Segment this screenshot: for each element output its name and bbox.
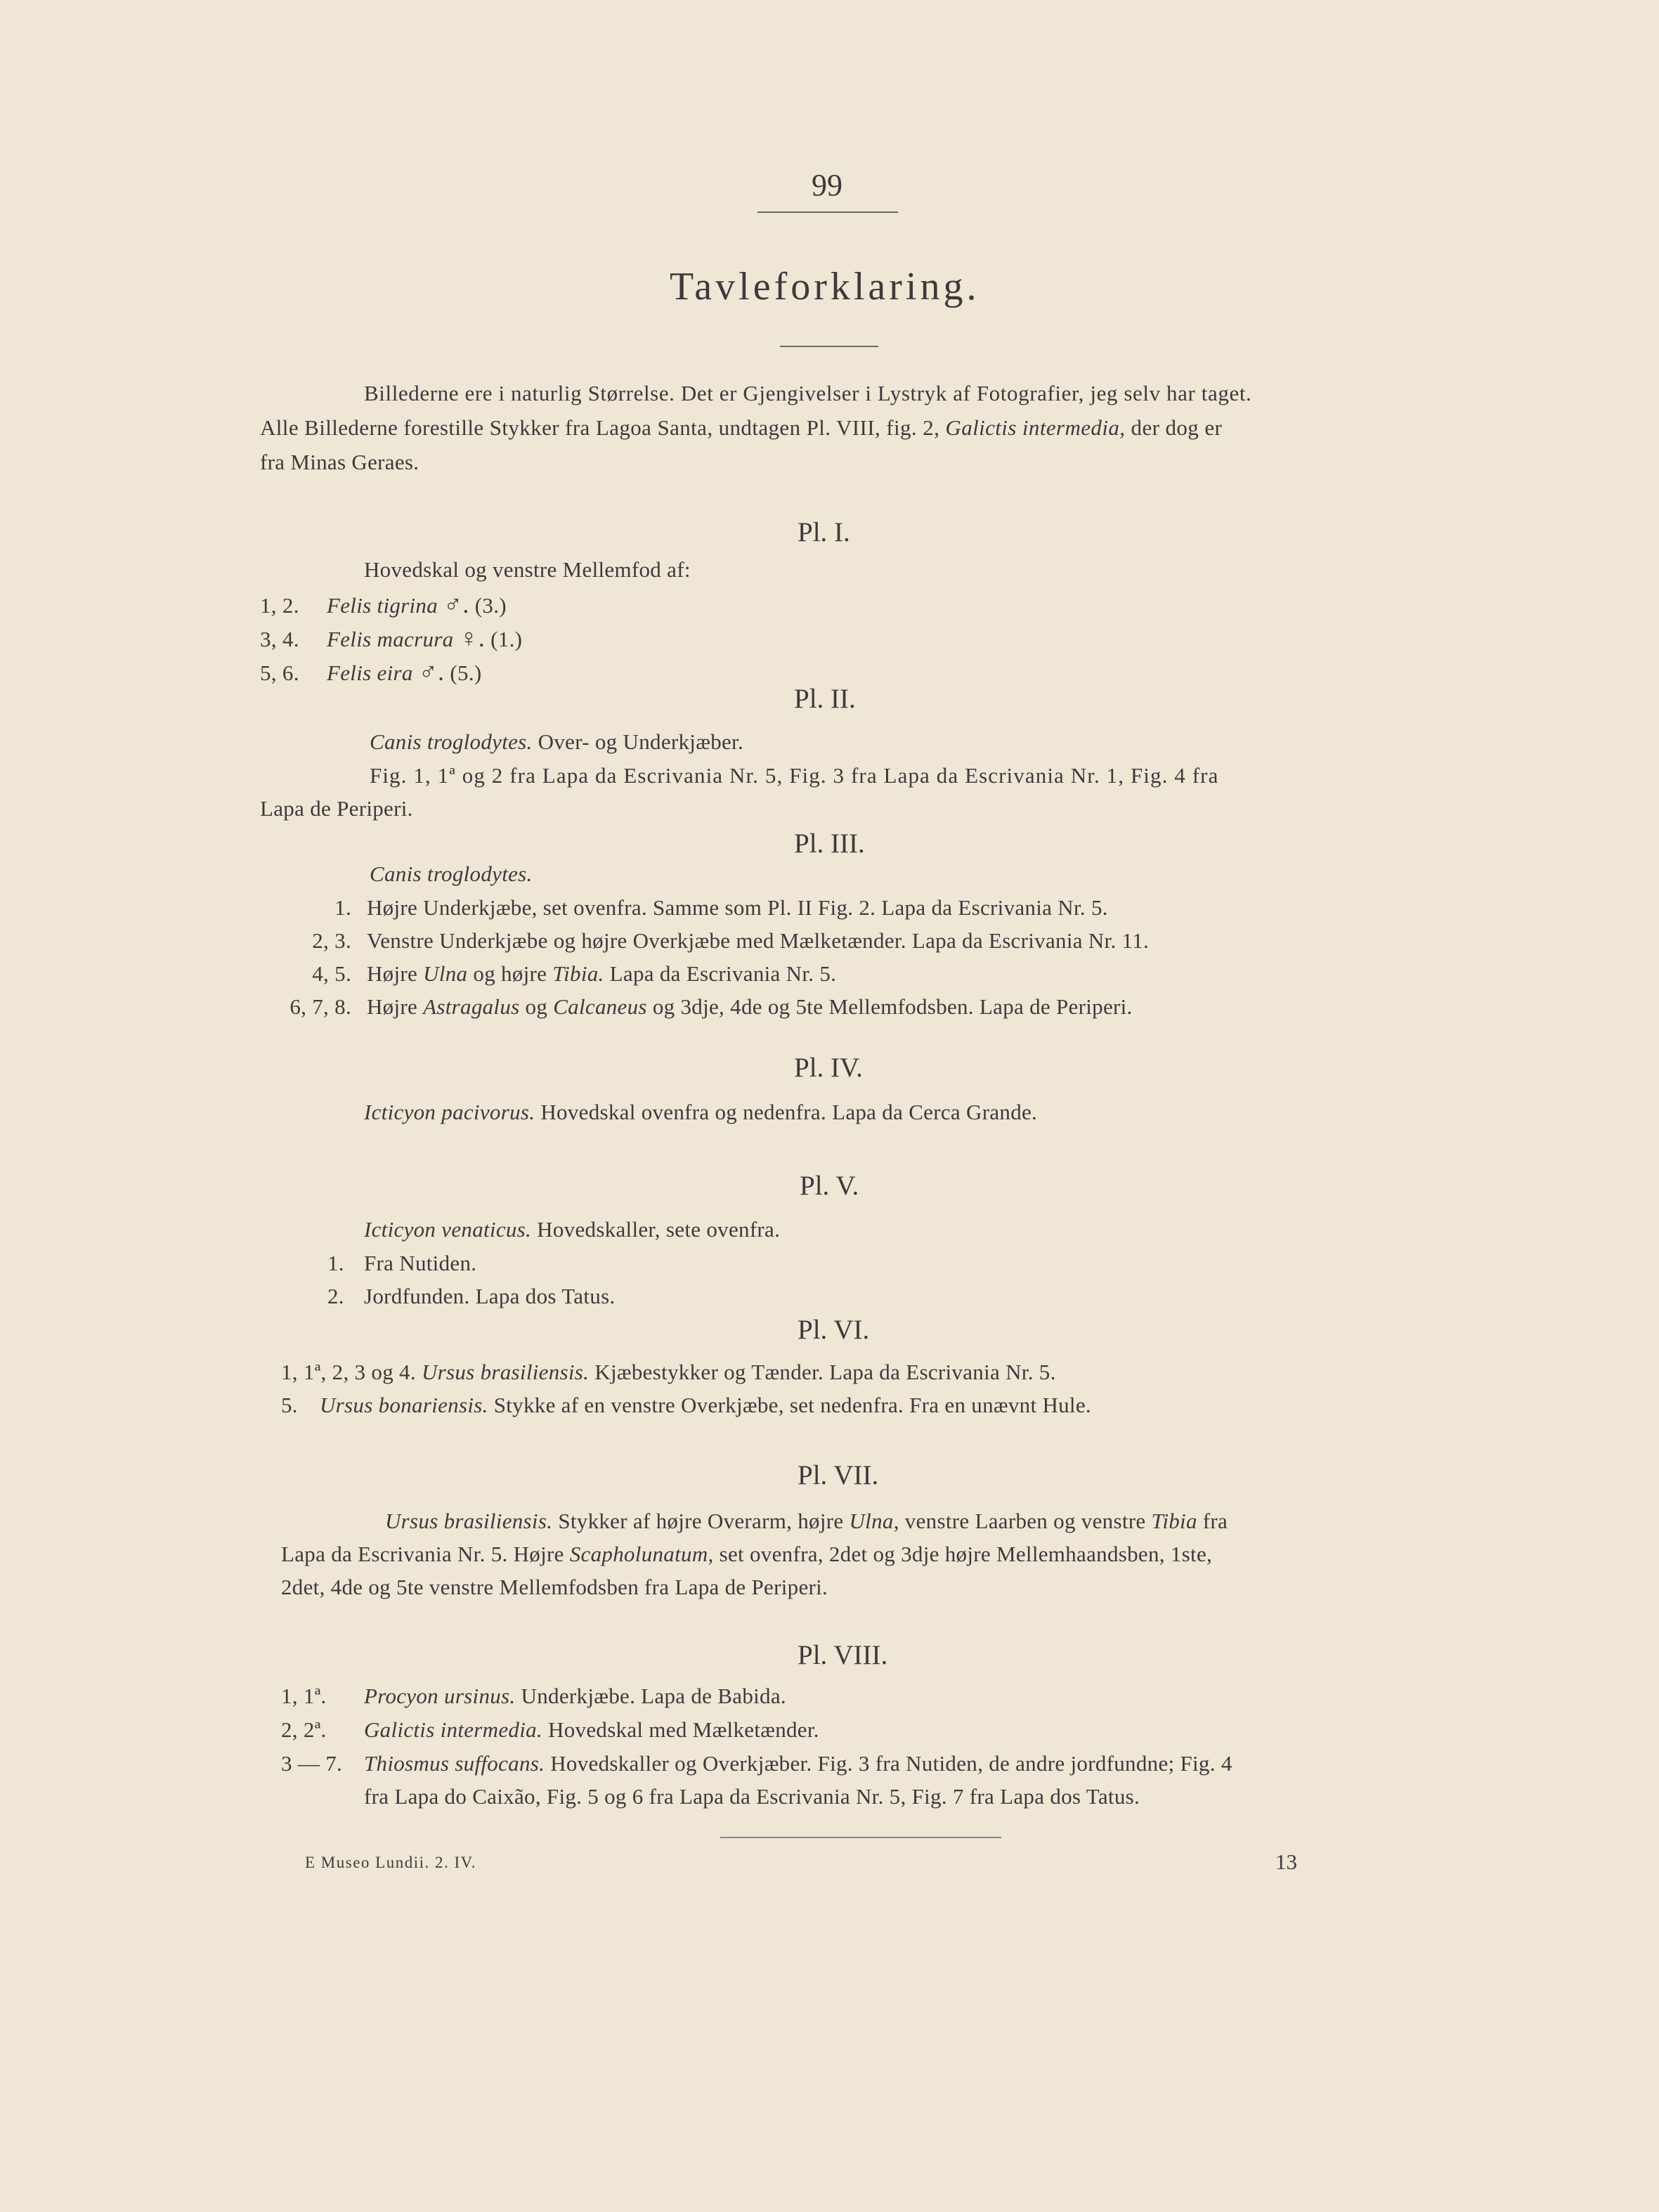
pl1-row-3 — [260, 659, 482, 684]
pl3-row-4-part-d: Calcaneus — [553, 994, 647, 1019]
male-symbol: ♂. — [418, 658, 445, 686]
pl2-desc: Over- og Underkjæber. — [538, 729, 744, 754]
pl3-row-3-part-b: Ulna — [423, 961, 468, 986]
pl4-line — [364, 1101, 1037, 1123]
pl5-row-2-num: 2. — [327, 1284, 344, 1308]
pl3-row-4-part-b: Astragalus — [423, 994, 520, 1019]
pl8-row-2-text: Hovedskal med Mælketænder. — [548, 1717, 819, 1742]
intro-line-1: Billederne ere i naturlig Størrelse. Det er Gjengivelser i Lystryk af Fotografier, jeg selv har taget. — [364, 381, 1252, 405]
pl2-line-3: Lapa de Periperi. — [260, 796, 413, 821]
pl3-row-4-part-c: og — [519, 994, 554, 1019]
female-symbol: ♀. — [459, 624, 486, 652]
pl8-row-1 — [281, 1685, 786, 1707]
pl5-row-1 — [327, 1252, 476, 1274]
pl8-row-3-num: 3 — 7. — [281, 1751, 343, 1776]
pl7-l1-a: Stykker af højre Overarm, højre — [558, 1509, 850, 1533]
pl6-row-1-species: Ursus brasiliensis. — [421, 1360, 590, 1384]
pl8-row-1-species: Procyon ursinus. — [364, 1684, 516, 1708]
male-symbol: ♂. — [443, 590, 469, 618]
pl5-species: Icticyon venaticus. — [364, 1217, 532, 1242]
pl3-row-2-num: 2, 3. — [312, 928, 351, 953]
pl5-heading: Pl. V. — [800, 1171, 859, 1201]
pl1-row-3-count: (5.) — [450, 661, 482, 685]
page-number: 99 — [812, 168, 842, 202]
pl3-row-4-part-a: Højre — [367, 994, 424, 1019]
pl3-row-3-num: 4, 5. — [312, 961, 351, 986]
pl6-row-2 — [281, 1394, 1091, 1416]
pl3-row-4-num: 6, 7, 8. — [289, 994, 351, 1019]
pl7-line-3: 2det, 4de og 5te venstre Mellemfodsben fra Lapa de Periperi. — [281, 1575, 828, 1599]
pl5-row-2 — [327, 1285, 616, 1307]
pl7-l1-i2: Tibia — [1151, 1509, 1197, 1533]
pl4-heading: Pl. IV. — [794, 1053, 863, 1083]
pl2-title-line — [370, 731, 743, 753]
pl8-row-3-species: Thiosmus suffocans. — [364, 1751, 545, 1776]
pl3-row-2-text — [367, 930, 1149, 951]
pl5-row-2-text: Jordfunden. Lapa dos Tatus. — [364, 1284, 616, 1308]
intro-line-3: fra Minas Geraes. — [260, 450, 419, 474]
pl4-desc: Hovedskal ovenfra og nedenfra. Lapa da Cerca Grande. — [540, 1100, 1038, 1124]
pl3-row-1-text — [367, 897, 1108, 918]
pl5-row-1-num: 1. — [327, 1251, 344, 1275]
pl7-l1-i1: Ulna — [849, 1509, 894, 1533]
pl6-heading: Pl. VI. — [798, 1315, 870, 1345]
pl1-row-1-species: Felis tigrina — [327, 593, 438, 618]
pl1-row-3-species: Felis eira — [327, 661, 413, 685]
pl2-line-2: Fig. 1, 1ª og 2 fra Lapa da Escrivania Nr. 5, Fig. 3 fra Lapa da Escrivania Nr. 1, Fig. 4 fra — [370, 763, 1219, 788]
pl8-row-1-num: 1, 1ª. — [281, 1684, 327, 1708]
pl3-row-4-part-e: og 3dje, 4de og 5te Mellemfodsben. Lapa de Periperi. — [646, 994, 1133, 1019]
pl7-l1-b: , venstre Laarben og venstre — [893, 1509, 1152, 1533]
pl3-row-3-part-c: og højre — [467, 961, 553, 986]
pl8-row-3-text: Hovedskaller og Overkjæber. Fig. 3 fra Nutiden, de andre jordfundne; Fig. 4 — [550, 1751, 1232, 1776]
pl1-row-1-num: 1, 2. — [260, 593, 299, 618]
intro-line-2-italic: Galictis intermedia, — [945, 415, 1126, 440]
pl8-row-1-text: Underkjæbe. Lapa de Babida. — [521, 1684, 786, 1708]
pl1-row-1 — [260, 592, 507, 617]
pl8-heading: Pl. VIII. — [798, 1640, 888, 1670]
pl6-row-2-species: Ursus bonariensis. — [320, 1393, 488, 1417]
page-title: Tavleforklaring. — [670, 265, 980, 308]
footer-rule — [720, 1837, 1001, 1838]
pl3-row-3-part-d: Tibia. — [552, 961, 604, 986]
pl3-row-1-num: 1. — [334, 895, 351, 920]
pl4-species: Icticyon pacivorus. — [364, 1100, 535, 1124]
pl5-line — [364, 1218, 780, 1240]
pl3-row-4-text — [367, 996, 1133, 1017]
pl1-row-3-num: 5, 6. — [260, 661, 299, 685]
pl1-row-2 — [260, 625, 522, 651]
pl3-heading: Pl. III. — [794, 828, 865, 859]
sheet-number: 13 — [1275, 1849, 1297, 1874]
pl7-heading: Pl. VII. — [798, 1460, 879, 1490]
pl3-species — [370, 863, 533, 885]
pl8-row-2 — [281, 1719, 819, 1741]
intro-line-2 — [260, 417, 1222, 438]
pl3-row-2-part: Venstre Underkjæbe og højre Overkjæbe med Mælketænder. Lapa da Escrivania Nr. 11. — [367, 928, 1150, 953]
pl6-row-1-num: 1, 1ª, 2, 3 og 4. — [281, 1360, 416, 1384]
pl1-row-2-count: (1.) — [490, 627, 523, 651]
pl6-row-1-text: Kjæbestykker og Tænder. Lapa da Escrivania Nr. 5. — [594, 1360, 1056, 1384]
pl3-row-3-text — [367, 963, 836, 984]
pl8-row-2-species: Galictis intermedia. — [364, 1717, 542, 1742]
pl1-row-2-species: Felis macrura — [327, 627, 454, 651]
pl3-row-3-part-a: Højre — [367, 961, 424, 986]
pl8-row-2-num: 2, 2ª. — [281, 1717, 327, 1742]
pl1-lead: Hovedskal og venstre Mellemfod af: — [364, 557, 691, 582]
pl2-species: Canis troglodytes. — [370, 729, 533, 754]
pl7-l2-b: set ovenfra, 2det og 3dje højre Mellemhaandsben, 1ste, — [713, 1542, 1213, 1566]
pl7-line-1 — [385, 1510, 1228, 1532]
header-rule — [757, 212, 898, 213]
pl7-l2-i: Scapholunatum, — [569, 1542, 714, 1566]
intro-line-2-b: der dog er — [1125, 415, 1223, 440]
intro-line-2-a: Alle Billederne forestille Stykker fra Lagoa Santa, undtagen Pl. VIII, fig. 2, — [260, 415, 946, 440]
pl5-desc: Hovedskaller, sete ovenfra. — [537, 1217, 781, 1242]
pl2-heading: Pl. II. — [794, 684, 856, 714]
pl3-species-text: Canis troglodytes. — [370, 861, 533, 886]
pl3-row-1-part: Højre Underkjæbe, set ovenfra. Samme som Pl. II Fig. 2. Lapa da Escrivania Nr. 5. — [367, 895, 1108, 920]
pl7-line-2 — [281, 1543, 1212, 1565]
pl7-l2-a: Lapa da Escrivania Nr. 5. Højre — [281, 1542, 570, 1566]
pl8-row-3 — [281, 1752, 1232, 1774]
pl1-row-1-count: (3.) — [474, 593, 507, 618]
pl8-cont: fra Lapa do Caixão, Fig. 5 og 6 fra Lapa da Escrivania Nr. 5, Fig. 7 fra Lapa dos Tatus. — [364, 1784, 1140, 1809]
printer-signature: E Museo Lundii. 2. IV. — [305, 1854, 477, 1871]
pl5-row-1-text: Fra Nutiden. — [364, 1251, 477, 1275]
title-rule — [780, 346, 878, 347]
pl1-heading: Pl. I. — [798, 517, 850, 547]
pl3-row-3-part-e: Lapa da Escrivania Nr. 5. — [604, 961, 837, 986]
pl6-row-1 — [281, 1361, 1056, 1383]
pl7-l1-c: fra — [1197, 1509, 1228, 1533]
pl1-row-2-num: 3, 4. — [260, 627, 299, 651]
pl6-row-2-text: Stykke af en venstre Overkjæbe, set nedenfra. Fra en unævnt Hule. — [493, 1393, 1091, 1417]
pl6-row-2-num: 5. — [281, 1393, 298, 1417]
pl7-species: Ursus brasiliensis. — [385, 1509, 553, 1533]
